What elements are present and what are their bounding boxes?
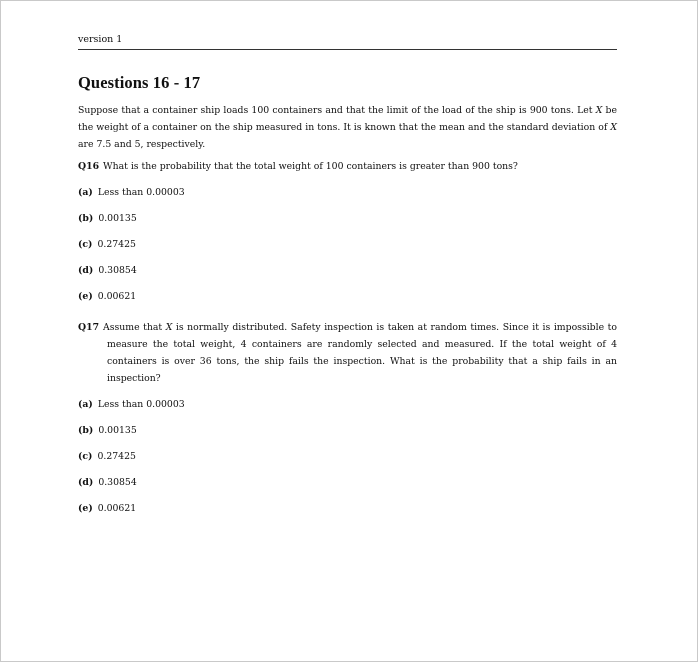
question-17 xyxy=(78,319,617,387)
q17-option-c[interactable] xyxy=(78,448,617,474)
q17-option-e[interactable] xyxy=(78,500,617,526)
option-text: 0.00135 xyxy=(98,213,137,224)
option-text: 0.30854 xyxy=(98,477,137,488)
option-label: (a) xyxy=(78,399,93,410)
question-17-options xyxy=(78,396,617,526)
intro-text-1: Suppose that a container ship loads 100 containers and that the limit of the load of the ship is 900 tons. Let xyxy=(78,105,596,116)
q16-option-c[interactable] xyxy=(78,236,617,262)
option-label: (b) xyxy=(78,425,94,436)
q17-option-d[interactable] xyxy=(78,474,617,500)
q17-option-b[interactable] xyxy=(78,422,617,448)
option-label: (d) xyxy=(78,265,94,276)
version-label: version 1 xyxy=(78,34,123,45)
q17-option-a[interactable] xyxy=(78,396,617,422)
option-label: (d) xyxy=(78,477,94,488)
intro-text-3: are 7.5 and 5, respectively. xyxy=(78,139,206,150)
q16-option-e[interactable] xyxy=(78,288,617,314)
option-text: Less than 0.00003 xyxy=(97,187,185,198)
option-label: (b) xyxy=(78,213,94,224)
option-text: 0.30854 xyxy=(98,265,137,276)
question-16-label: Q16 xyxy=(78,161,100,172)
question-16-options xyxy=(78,184,617,314)
option-text: 0.00621 xyxy=(97,291,137,302)
question-17-label: Q17 xyxy=(78,322,100,333)
option-text: 0.27425 xyxy=(97,451,136,462)
option-text: 0.27425 xyxy=(97,239,136,250)
option-text: 0.00135 xyxy=(98,425,137,436)
option-text: 0.00621 xyxy=(97,503,137,514)
question-17-text-1: Assume that xyxy=(103,322,166,333)
page-content xyxy=(78,34,617,526)
option-label: (e) xyxy=(78,503,93,514)
question-16-text: What is the probability that the total weight of 100 containers is greater than 900 tons? xyxy=(103,161,518,172)
q16-option-d[interactable] xyxy=(78,262,617,288)
variable-x: X xyxy=(595,105,603,116)
option-label: (e) xyxy=(78,291,93,302)
option-text: Less than 0.00003 xyxy=(97,399,185,410)
option-label: (c) xyxy=(78,451,93,462)
q16-option-b[interactable] xyxy=(78,210,617,236)
question-16 xyxy=(78,158,617,175)
variable-x: X xyxy=(165,322,173,333)
intro-paragraph xyxy=(78,102,617,153)
intro-text-2: be the weight of a container on the ship measured in tons. It is known that the mean and the standard deviation of xyxy=(78,105,617,133)
page-header xyxy=(78,34,617,50)
variable-x: X xyxy=(610,122,617,133)
q16-option-a[interactable] xyxy=(78,184,617,210)
option-label: (c) xyxy=(78,239,93,250)
question-17-text-2: is normally distributed. Safety inspection is taken at random times. Since it is impossible to measure the total weight, 4 containers are randomly selected and measured. If the total weight of 4 containers is over 36 tons, the ship fails the inspection. What is the probability that a ship fails in an inspection? xyxy=(107,322,617,384)
section-title: Questions 16 - 17 xyxy=(78,73,201,92)
option-label: (a) xyxy=(78,187,93,198)
